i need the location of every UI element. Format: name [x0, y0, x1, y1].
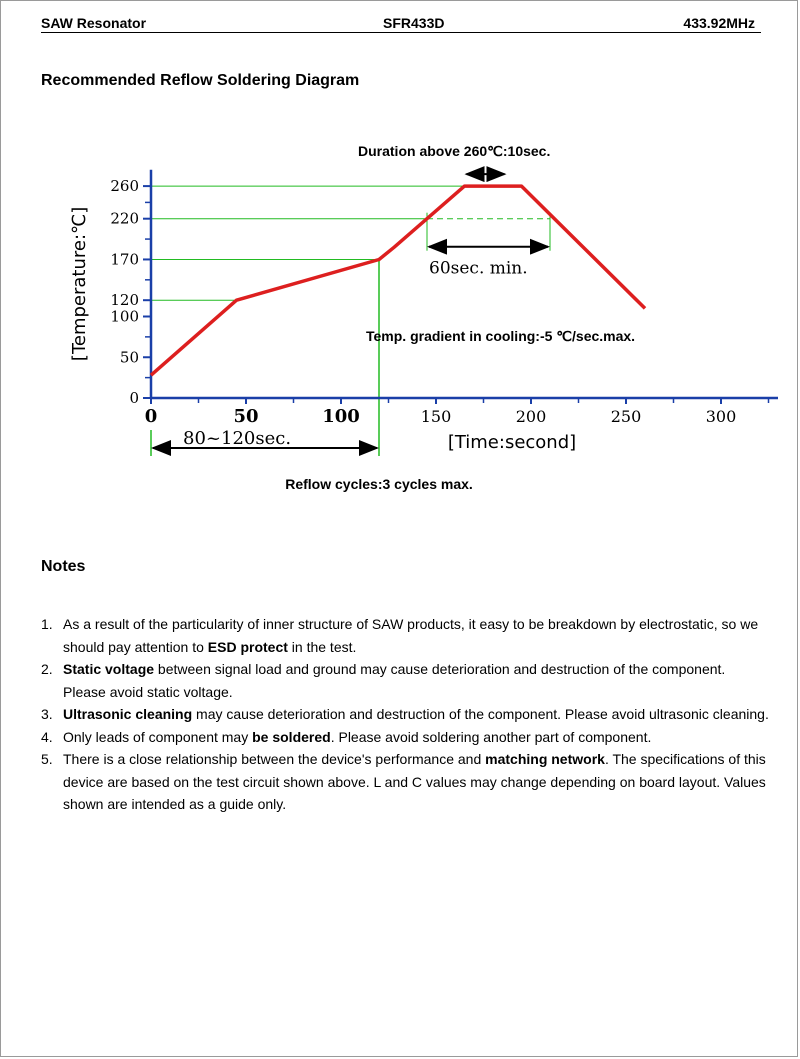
note-item — [41, 658, 771, 703]
page-header — [41, 14, 761, 33]
note-text: in the test. — [287, 638, 357, 655]
y-tick-label: 100 — [110, 307, 139, 326]
note-emphasis: ESD protect — [207, 638, 288, 655]
reflow-cycles-label: Reflow cycles:3 cycles max. — [285, 476, 473, 492]
y-tick-label: 120 — [110, 291, 139, 310]
header-product-type: SAW Resonator — [41, 15, 147, 31]
reflow-chart — [1, 131, 800, 511]
note-text: Only leads of component may — [63, 728, 253, 745]
note-item — [41, 748, 771, 816]
y-tick-label: 50 — [119, 348, 139, 367]
y-axis-title: [Temperature:℃] — [69, 206, 90, 362]
note-text: . The specifications of this device are based on the test circuit shown above. L and C values may change depending on board layout. Values shown are intended as a guide only. — [63, 751, 766, 812]
x-axis-title: [Time:second] — [447, 432, 577, 453]
chart-series — [151, 186, 645, 375]
note-emphasis: matching network — [485, 751, 605, 767]
note-number: 4. — [41, 728, 53, 745]
y-tick-label: 170 — [110, 250, 139, 269]
note-number: 5. — [41, 751, 53, 767]
diagram-title: Recommended Reflow Soldering Diagram — [41, 72, 360, 89]
x-tick-label: 100 — [322, 406, 360, 427]
note-text: between signal load and ground may cause deterioration and destruction of the component. Please avoid static voltage. — [63, 661, 726, 700]
x-tick-label: 200 — [515, 407, 547, 426]
note-emphasis: be soldered — [252, 728, 331, 745]
y-tick-label: 0 — [129, 389, 139, 407]
x-tick-label: 250 — [610, 407, 642, 426]
chart-labels — [69, 143, 736, 492]
note-number: 3. — [41, 706, 53, 722]
header-frequency: 433.92MHz — [683, 15, 755, 31]
x-tick-label: 50 — [233, 406, 259, 427]
notes-list — [41, 613, 771, 816]
note-item — [41, 703, 771, 726]
note-text: As a result of the particularity of inner structure of SAW products, it easy to be breakdown by electrostatic, so we should pay attention to — [63, 616, 759, 655]
note-item — [41, 613, 771, 658]
note-number: 2. — [41, 661, 53, 677]
y-tick-label: 220 — [110, 209, 139, 228]
sixty-sec-label: 60sec. min. — [429, 258, 528, 279]
note-emphasis: Static voltage — [63, 661, 155, 677]
chart-axes — [143, 170, 778, 404]
notes-title: Notes — [41, 558, 86, 575]
preheat-label: 80~120sec. — [183, 428, 292, 449]
header-part-number: SFR433D — [383, 15, 445, 31]
x-tick-label: 150 — [420, 407, 452, 426]
note-text: There is a close relationship between the device's performance and — [63, 751, 486, 767]
note-text: . Please avoid soldering another part of component. — [330, 728, 652, 745]
note-emphasis: Ultrasonic cleaning — [63, 706, 193, 722]
note-text: may cause deterioration and destruction of the component. Please avoid ultrasonic cleaning. — [192, 706, 769, 722]
duration-label: Duration above 260℃:10sec. — [358, 143, 551, 159]
x-tick-label: 0 — [144, 406, 158, 427]
x-tick-label: 300 — [705, 407, 737, 426]
cooling-label: Temp. gradient in cooling:-5 ℃/sec.max. — [366, 328, 636, 344]
note-number: 1. — [41, 616, 53, 632]
note-item — [41, 726, 771, 749]
y-tick-label: 260 — [110, 177, 139, 196]
reflow-profile-line — [151, 186, 645, 375]
